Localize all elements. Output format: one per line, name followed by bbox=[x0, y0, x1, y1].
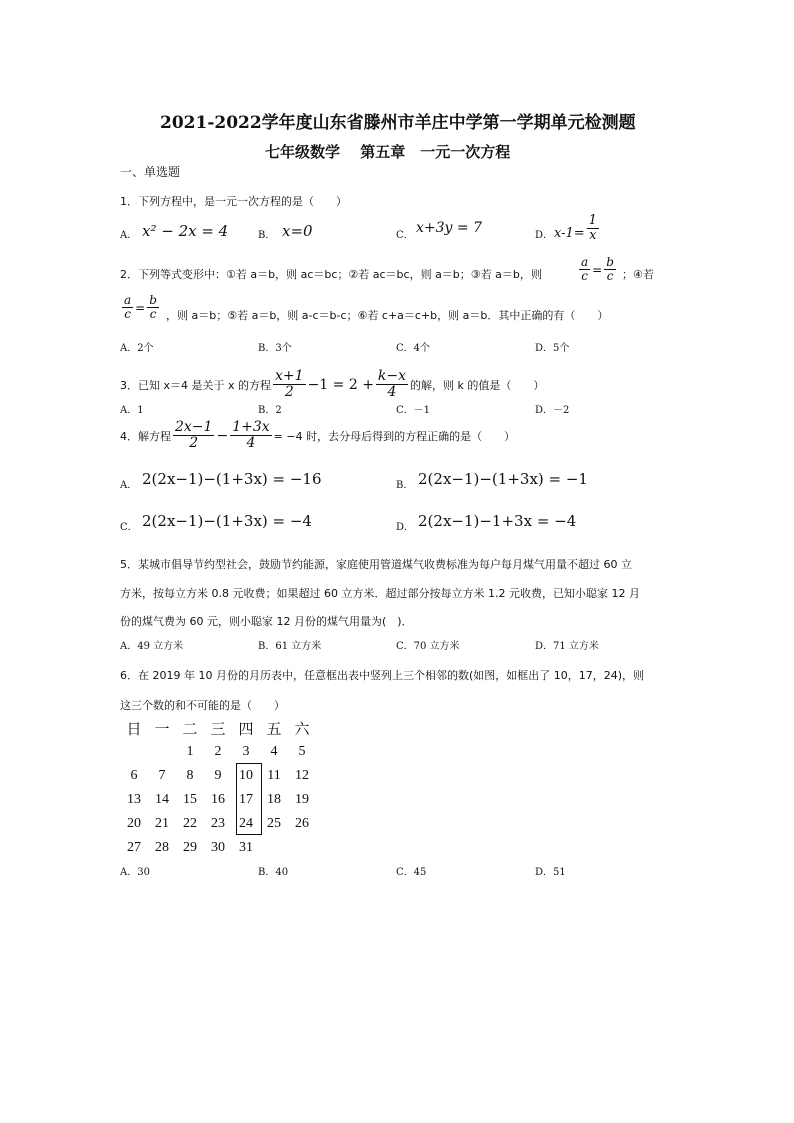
q1-option-a: x² − 2x = 4 bbox=[142, 222, 229, 240]
q4-option-a: 2(2x−1)−(1+3x) = −16 bbox=[142, 470, 322, 488]
question-2-line1-end: ；④若 bbox=[622, 268, 654, 281]
q2-option-d: D．5个 bbox=[535, 343, 570, 354]
q5-option-c: C．70 立方米 bbox=[396, 641, 460, 652]
calendar-week-row bbox=[120, 788, 316, 812]
q2-eq2: = bbox=[135, 300, 146, 315]
q3-f2-den: 4 bbox=[387, 384, 397, 401]
q2-f4-num: b bbox=[149, 293, 157, 307]
q2-f3-num: a bbox=[124, 293, 132, 307]
calendar-week-row bbox=[120, 836, 316, 860]
q4-f2-num: 1+3x bbox=[232, 419, 270, 435]
weekday-mon: 一 bbox=[154, 721, 170, 738]
question-5-line3: 份的煤气费为 60 元，则小聪家 12 月份的煤气用量为( )． bbox=[120, 615, 413, 628]
q2-option-c: C．4个 bbox=[396, 343, 431, 354]
q4-option-c: 2(2x−1)−(1+3x) = −4 bbox=[142, 512, 312, 530]
weekday-thu: 四 bbox=[238, 721, 254, 738]
calendar-cell: 28 bbox=[155, 840, 169, 855]
q2-f1-num: a bbox=[581, 255, 589, 269]
q1-option-b: x=0 bbox=[282, 222, 313, 240]
weekday-fri: 五 bbox=[266, 721, 282, 738]
q4-minus: − bbox=[216, 427, 229, 444]
question-6-line1: 6．在 2019 年 10 月份的月历表中，任意框出表中竖列上三个相邻的数(如图，如框出了 10，17，24)，则 bbox=[120, 669, 645, 682]
page-title: 2021-2022学年度山东省滕州市羊庄中学第一学期单元检测题 bbox=[160, 113, 636, 133]
q1-d-numerator: 1 bbox=[588, 213, 597, 228]
calendar-cell: 27 bbox=[127, 840, 141, 855]
weekday-tue: 二 bbox=[182, 721, 198, 738]
calendar-cell: 9 bbox=[214, 768, 222, 783]
weekday-sat: 六 bbox=[294, 721, 310, 738]
calendar-weekday-row bbox=[120, 716, 316, 740]
question-4-stem bbox=[120, 420, 515, 452]
q2-option-b: B．3个 bbox=[258, 343, 292, 354]
calendar-cell: 26 bbox=[295, 816, 309, 831]
q3-option-b: B．2 bbox=[258, 405, 282, 416]
calendar-cell: 22 bbox=[183, 816, 197, 831]
question-5-line2: 方米，按每立方米 0.8 元收费；如果超过 60 立方米．超过部分按每立方米 1.2 元收费，已知小聪家 12 月 bbox=[120, 587, 640, 600]
calendar-cell: 1 bbox=[186, 744, 194, 759]
q4-f1-num: 2x−1 bbox=[175, 419, 213, 435]
q2-f2-num: b bbox=[606, 255, 614, 269]
calendar-cell: 30 bbox=[211, 840, 225, 855]
q3-mid: −1 = 2 + bbox=[307, 376, 374, 393]
page-subtitle: 七年级数学 第五章 一元一次方程 bbox=[265, 143, 511, 161]
q3-stem-end: 的解，则 k 的值是（ ） bbox=[410, 378, 545, 392]
q4-stem-end: = −4 时，去分母后得到的方程正确的是（ ） bbox=[273, 429, 516, 443]
calendar-cell: 24 bbox=[239, 816, 253, 831]
calendar-cell: 3 bbox=[242, 744, 250, 759]
question-5-line1: 5．某城市倡导节约型社会，鼓励节约能源，家庭使用管道煤气收费标准为每户每月煤气用量不超过 60 立 bbox=[120, 558, 632, 571]
q2-f4-den: c bbox=[149, 307, 157, 322]
q3-f2-num: k−x bbox=[377, 368, 407, 384]
q3-option-d: D．－2 bbox=[535, 405, 570, 416]
q1-option-d-left: x-1= bbox=[554, 226, 585, 242]
section-heading: 一、单选题 bbox=[120, 165, 181, 179]
q1-option-a-label: A． bbox=[120, 230, 138, 241]
question-2-line2: ，则 a＝b；⑤若 a＝b，则 a-c＝b-c；⑥若 c+a＝c+b，则 a＝b．其中正确的有（ ） bbox=[166, 309, 609, 322]
calendar-cell: 8 bbox=[186, 768, 194, 783]
q4-option-c-label: C． bbox=[120, 522, 138, 533]
q1-option-d-label: D． bbox=[535, 230, 554, 241]
calendar-cell: 11 bbox=[267, 768, 281, 783]
q4-stem-start: 4．解方程 bbox=[120, 429, 171, 443]
q3-f1-den: 2 bbox=[284, 384, 294, 401]
q6-option-a: A．30 bbox=[120, 867, 150, 878]
calendar-cell: 19 bbox=[295, 792, 309, 807]
q5-option-b: B．61 立方米 bbox=[258, 641, 322, 652]
q2-fraction-eq-2 bbox=[120, 294, 161, 321]
q1-option-c: x+3y = 7 bbox=[416, 220, 482, 236]
question-3-stem bbox=[120, 369, 544, 401]
calendar-cell: 16 bbox=[211, 792, 225, 807]
calendar-cell: 23 bbox=[211, 816, 225, 831]
q6-option-c: C．45 bbox=[396, 867, 427, 878]
q2-f2-den: c bbox=[606, 269, 614, 284]
question-6-line2: 这三个数的和不可能的是（ ） bbox=[120, 699, 285, 712]
calendar-cell: 18 bbox=[267, 792, 281, 807]
q4-option-d-label: D． bbox=[396, 522, 415, 533]
q1-option-d bbox=[554, 214, 601, 244]
question-1-stem: 1．下列方程中，是一元一次方程的是（ ） bbox=[120, 195, 347, 208]
q5-option-d: D．71 立方米 bbox=[535, 641, 599, 652]
calendar-cell: 12 bbox=[295, 768, 309, 783]
calendar-cell: 17 bbox=[239, 792, 253, 807]
q1-option-b-label: B． bbox=[258, 230, 276, 241]
q2-option-a: A．2个 bbox=[120, 343, 154, 354]
q1-option-c-label: C． bbox=[396, 230, 414, 241]
calendar-cell: 31 bbox=[239, 840, 253, 855]
q3-option-a: A．1 bbox=[120, 405, 144, 416]
q4-option-a-label: A． bbox=[120, 480, 138, 491]
question-2-line1: 2．下列等式变形中：①若 a＝b，则 ac＝bc；②若 ac＝bc，则 a＝b；③若 a＝b，则 bbox=[120, 268, 542, 281]
calendar-highlight-box bbox=[236, 763, 262, 835]
calendar-cell: 7 bbox=[158, 768, 166, 783]
q6-option-b: B．40 bbox=[258, 867, 289, 878]
q6-option-d: D．51 bbox=[535, 867, 566, 878]
q4-option-b: 2(2x−1)−(1+3x) = −1 bbox=[418, 470, 588, 488]
calendar-cell: 20 bbox=[127, 816, 141, 831]
calendar-cell: 2 bbox=[214, 744, 222, 759]
q4-option-d: 2(2x−1)−1+3x = −4 bbox=[418, 512, 577, 530]
calendar-cell: 29 bbox=[183, 840, 197, 855]
calendar-cell: 6 bbox=[130, 768, 138, 783]
q3-f1-num: x+1 bbox=[275, 368, 304, 384]
q1-d-denominator: x bbox=[589, 228, 597, 244]
q3-option-c: C．－1 bbox=[396, 405, 431, 416]
q5-option-a: A．49 立方米 bbox=[120, 641, 184, 652]
q4-f1-den: 2 bbox=[189, 435, 199, 452]
calendar-cell: 21 bbox=[155, 816, 169, 831]
q2-fraction-eq-1 bbox=[577, 256, 618, 283]
calendar-cell: 10 bbox=[239, 768, 253, 783]
q3-stem-start: 3．已知 x＝4 是关于 x 的方程 bbox=[120, 378, 272, 392]
calendar-cell: 15 bbox=[183, 792, 197, 807]
q2-f1-den: c bbox=[581, 269, 588, 284]
calendar bbox=[120, 716, 316, 860]
weekday-sun: 日 bbox=[126, 721, 142, 738]
calendar-cell: 25 bbox=[267, 816, 281, 831]
calendar-week-row bbox=[120, 740, 316, 764]
calendar-cell: 13 bbox=[127, 792, 141, 807]
q2-eq1: = bbox=[592, 262, 603, 277]
calendar-cell: 14 bbox=[155, 792, 169, 807]
q4-option-b-label: B． bbox=[396, 480, 414, 491]
weekday-wed: 三 bbox=[210, 721, 226, 738]
q2-f3-den: c bbox=[124, 307, 131, 322]
calendar-week-row bbox=[120, 764, 316, 788]
calendar-cell: 4 bbox=[270, 744, 278, 759]
calendar-cell: 5 bbox=[298, 744, 306, 759]
q4-f2-den: 4 bbox=[246, 435, 256, 452]
calendar-week-row bbox=[120, 812, 316, 836]
